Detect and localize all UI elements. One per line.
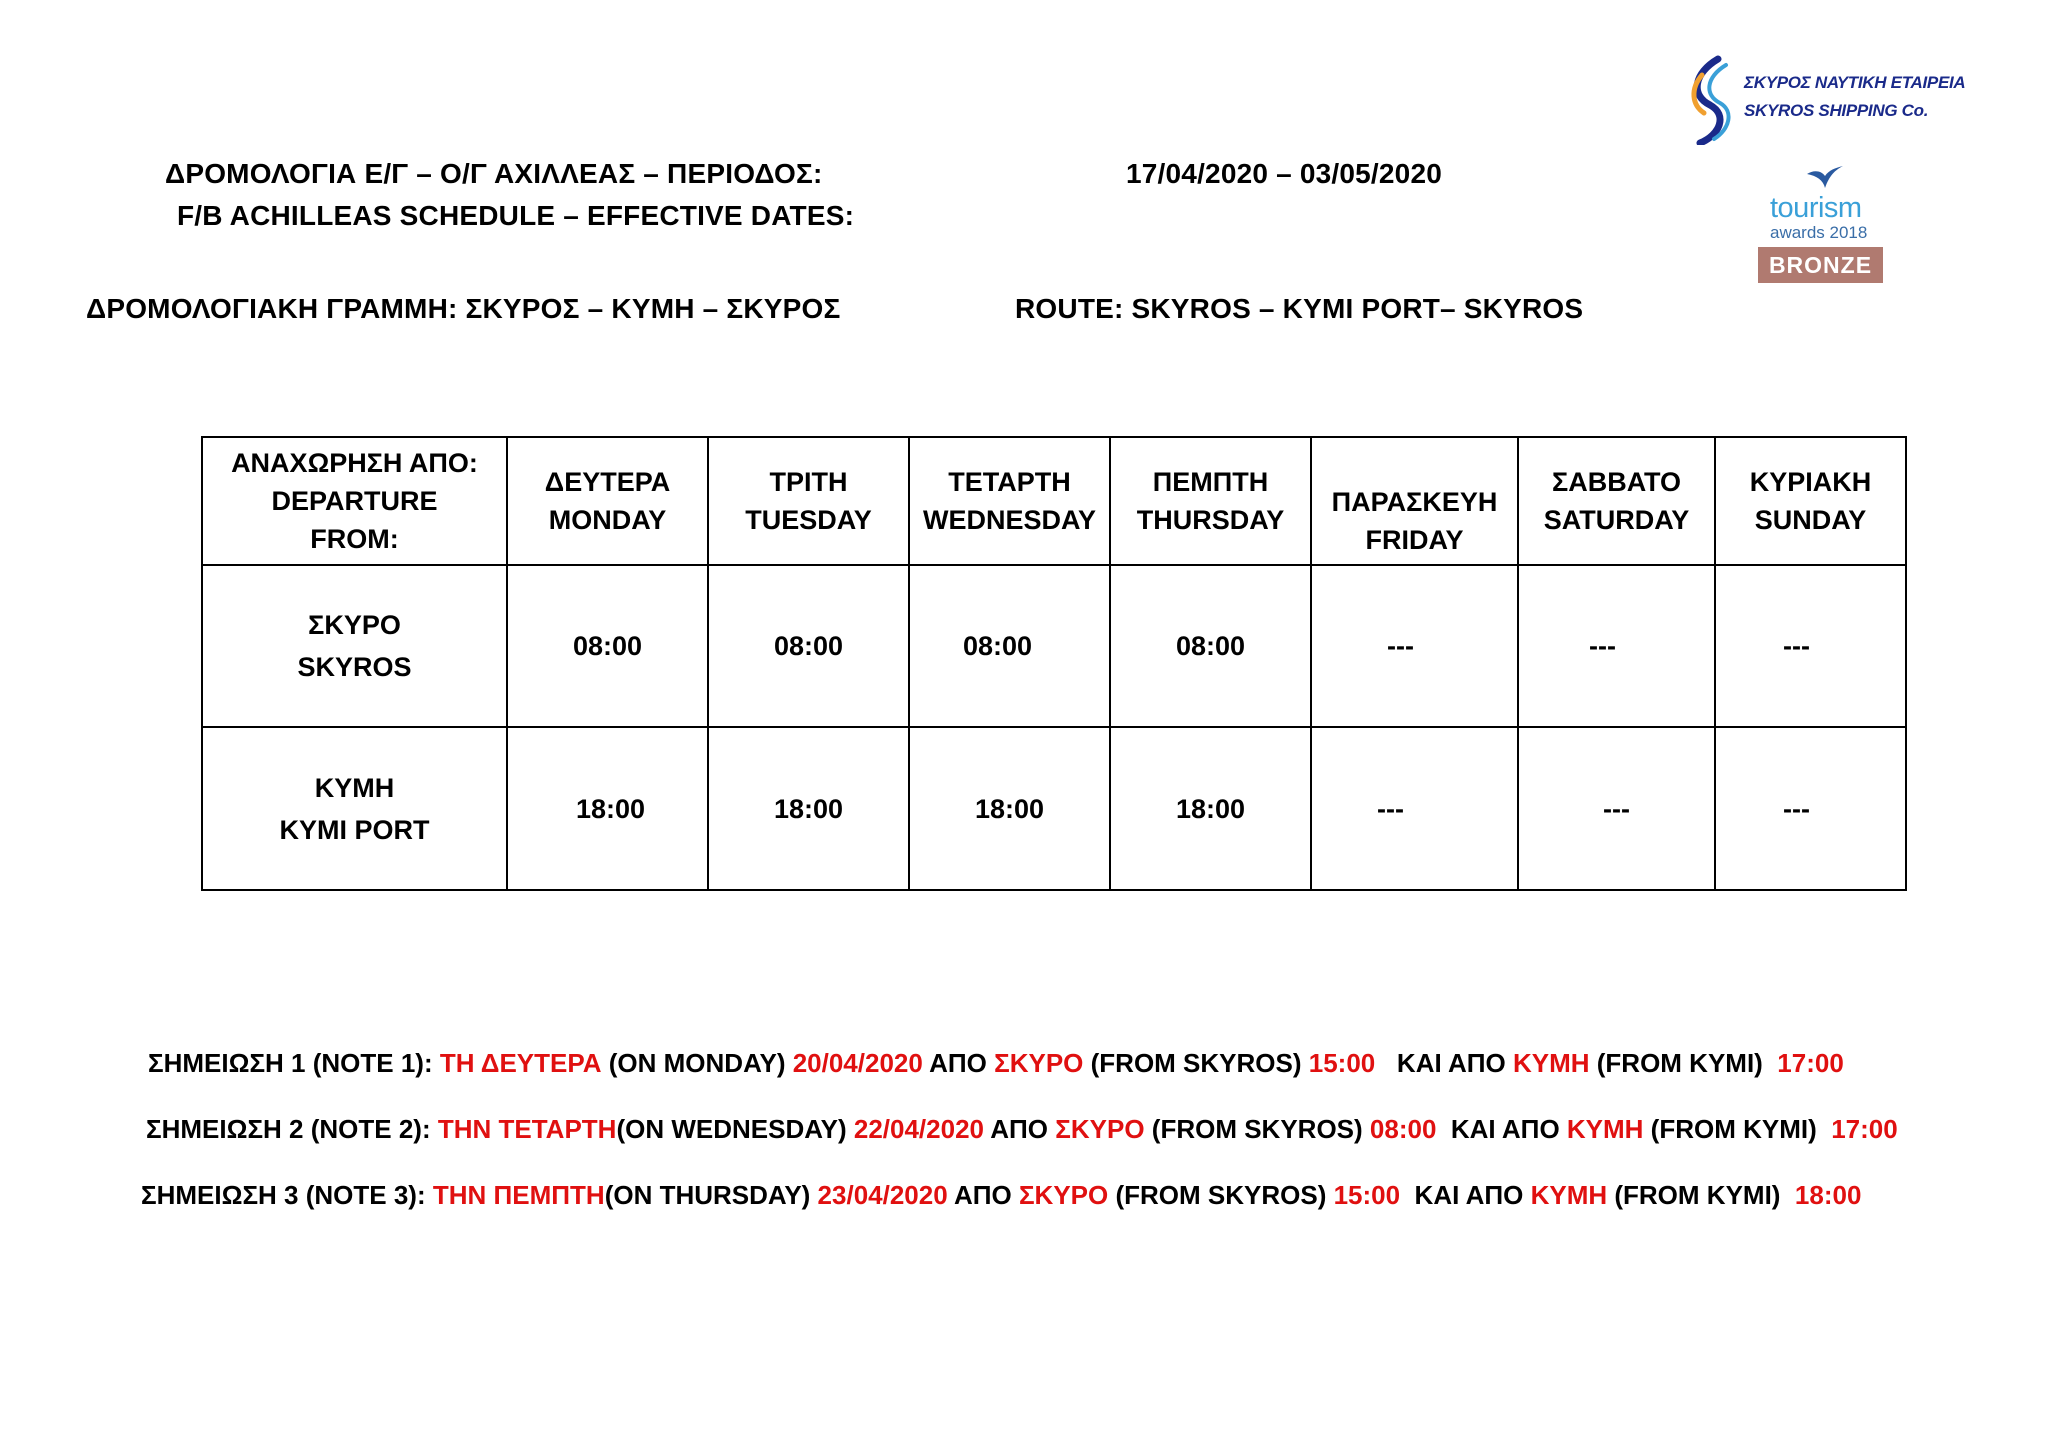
note-1 bbox=[148, 1048, 1844, 1079]
time-cell: 08:00 bbox=[708, 565, 909, 727]
logo-text-english: SKYROS SHIPPING Co. bbox=[1744, 101, 1929, 120]
port-english: SKYROS bbox=[297, 652, 412, 682]
day-english: MONDAY bbox=[548, 505, 667, 535]
note-time-1: 15:00 bbox=[1308, 1048, 1376, 1078]
corner-line-2: DEPARTURE bbox=[271, 486, 438, 516]
time-cell: --- bbox=[1715, 565, 1906, 727]
day-greek: ΤΡΙΤΗ bbox=[769, 467, 848, 497]
day-english: THURSDAY bbox=[1136, 505, 1285, 535]
note-from-greek: ΣΚΥΡΟ bbox=[1055, 1114, 1145, 1144]
tourism-award-badge bbox=[1755, 160, 1885, 285]
port-greek: ΚΥΜΗ bbox=[314, 772, 395, 803]
day-greek: ΔΕΥΤΕΡΑ bbox=[544, 467, 671, 497]
note-time-1: 08:00 bbox=[1369, 1114, 1437, 1144]
note-time-2: 17:00 bbox=[1777, 1048, 1844, 1078]
day-header-sunday bbox=[1715, 437, 1906, 565]
day-header-wednesday bbox=[909, 437, 1110, 565]
note-day-english: (ON MONDAY) bbox=[601, 1048, 793, 1078]
note-apo: ΑΠΟ bbox=[922, 1048, 995, 1078]
note-kai: ΚΑΙ ΑΠΟ bbox=[1375, 1048, 1513, 1078]
note-time-2: 17:00 bbox=[1831, 1114, 1898, 1144]
schedule-table bbox=[201, 436, 1907, 891]
note-label: ΣΗΜΕΙΩΣΗ 2 (NOTE 2): bbox=[146, 1114, 438, 1144]
note-label: ΣΗΜΕΙΩΣΗ 3 (NOTE 3): bbox=[141, 1180, 433, 1210]
time-cell: 18:00 bbox=[507, 727, 708, 890]
note-apo: ΑΠΟ bbox=[984, 1114, 1056, 1144]
time-cell: 08:00 bbox=[507, 565, 708, 727]
time-cell: --- bbox=[1715, 727, 1906, 890]
note-from-english: (FROM SKYROS) bbox=[1144, 1114, 1370, 1144]
day-greek: ΠΕΜΠΤΗ bbox=[1152, 467, 1269, 497]
note-kymi-greek: ΚΥΜΗ bbox=[1566, 1114, 1644, 1144]
day-english: SUNDAY bbox=[1754, 505, 1867, 535]
day-english: SATURDAY bbox=[1543, 505, 1690, 535]
note-time-2: 18:00 bbox=[1794, 1180, 1862, 1210]
note-day-english: (ON WEDNESDAY) bbox=[616, 1114, 854, 1144]
time-cell: 08:00 bbox=[909, 565, 1110, 727]
day-greek: ΣΑΒΒΑΤΟ bbox=[1552, 467, 1681, 497]
port-greek: ΣΚΥΡΟ bbox=[308, 610, 401, 640]
table-row-kymi bbox=[202, 727, 1906, 890]
logo-text-greek: ΣΚΥΡΟΣ ΝΑΥΤΙΚΗ ΕΤΑΙΡΕΙΑ bbox=[1744, 73, 1966, 92]
time-cell: 18:00 bbox=[708, 727, 909, 890]
corner-header bbox=[202, 437, 507, 565]
time-cell: 18:00 bbox=[1110, 727, 1311, 890]
note-kai: ΚΑΙ ΑΠΟ bbox=[1436, 1114, 1567, 1144]
swirl-logo-icon bbox=[1680, 55, 1740, 145]
time-cell: --- bbox=[1518, 565, 1715, 727]
note-date: 22/04/2020 bbox=[853, 1114, 984, 1144]
port-english: KYMI PORT bbox=[279, 814, 430, 845]
award-level: BRONZE bbox=[1758, 247, 1883, 283]
note-date: 20/04/2020 bbox=[792, 1048, 923, 1078]
day-greek: ΤΕΤΑΡΤΗ bbox=[948, 467, 1071, 497]
day-english: FRIDAY bbox=[1365, 525, 1464, 555]
note-3 bbox=[141, 1180, 1861, 1211]
corner-line-1: ΑΝΑΧΩΡΗΣΗ ΑΠΟ: bbox=[231, 448, 478, 478]
note-kymi-greek: ΚΥΜΗ bbox=[1512, 1048, 1590, 1078]
port-cell-skyros bbox=[202, 565, 507, 727]
day-greek: ΚΥΡΙΑΚΗ bbox=[1749, 467, 1872, 497]
note-from-english: (FROM SKYROS) bbox=[1083, 1048, 1309, 1078]
day-header-tuesday bbox=[708, 437, 909, 565]
day-english: WEDNESDAY bbox=[922, 505, 1097, 535]
time-cell: 08:00 bbox=[1110, 565, 1311, 727]
note-from-greek: ΣΚΥΡΟ bbox=[994, 1048, 1084, 1078]
note-label: ΣΗΜΕΙΩΣΗ 1 (NOTE 1): bbox=[148, 1048, 440, 1078]
award-subtitle: awards 2018 bbox=[1770, 223, 1868, 242]
day-header-monday bbox=[507, 437, 708, 565]
note-day-greek: ΤΗΝ ΤΕΤΑΡΤΗ bbox=[437, 1114, 617, 1144]
skyros-shipping-logo bbox=[1680, 55, 1966, 145]
route-greek: ΔΡΟΜΟΛΟΓΙΑΚΗ ΓΡΑΜΜΗ: ΣΚΥΡΟΣ – ΚΥΜΗ – ΣΚΥΡΟΣ bbox=[86, 293, 841, 324]
award-tourism-word: tourism bbox=[1770, 192, 1862, 224]
table-header-row bbox=[202, 437, 1906, 565]
corner-line-3: FROM: bbox=[310, 524, 399, 554]
effective-dates: 17/04/2020 – 03/05/2020 bbox=[1126, 158, 1443, 189]
time-cell: --- bbox=[1518, 727, 1715, 890]
note-kymi-english: (FROM KYMI) bbox=[1643, 1114, 1832, 1144]
day-greek: ΠΑΡΑΣΚΕΥΗ bbox=[1331, 487, 1498, 517]
day-header-saturday bbox=[1518, 437, 1715, 565]
note-apo: ΑΠΟ bbox=[947, 1180, 1019, 1210]
note-day-greek: ΤΗΝ ΠΕΜΠΤΗ bbox=[432, 1180, 605, 1210]
note-date: 23/04/2020 bbox=[817, 1180, 948, 1210]
note-time-1: 15:00 bbox=[1333, 1180, 1401, 1210]
note-kymi-english: (FROM KYMI) bbox=[1589, 1048, 1778, 1078]
day-header-friday bbox=[1311, 437, 1518, 565]
time-cell: --- bbox=[1311, 565, 1518, 727]
note-2 bbox=[146, 1114, 1898, 1145]
table-row-skyros bbox=[202, 565, 1906, 727]
day-english: TUESDAY bbox=[745, 505, 872, 535]
title-english: F/B ACHILLEAS SCHEDULE – EFFECTIVE DATES: bbox=[177, 200, 855, 231]
note-from-english: (FROM SKYROS) bbox=[1108, 1180, 1334, 1210]
note-day-english: (ON THURSDAY) bbox=[604, 1180, 818, 1210]
note-kai: ΚΑΙ ΑΠΟ bbox=[1400, 1180, 1531, 1210]
route-english: ROUTE: SKYROS – KYMI PORT– SKYROS bbox=[1015, 293, 1584, 324]
time-cell: 18:00 bbox=[909, 727, 1110, 890]
note-from-greek: ΣΚΥΡΟ bbox=[1018, 1180, 1109, 1210]
day-header-thursday bbox=[1110, 437, 1311, 565]
note-kymi-greek: ΚΥΜΗ bbox=[1530, 1180, 1608, 1210]
note-day-greek: ΤΗ ΔΕΥΤΕΡΑ bbox=[439, 1048, 602, 1078]
title-greek: ΔΡΟΜΟΛΟΓΙΑ Ε/Γ – Ο/Γ ΑΧΙΛΛΕΑΣ – ΠΕΡΙΟΔΟΣ: bbox=[165, 158, 823, 189]
note-kymi-english: (FROM KYMI) bbox=[1607, 1180, 1795, 1210]
port-cell-kymi bbox=[202, 727, 507, 890]
time-cell: --- bbox=[1311, 727, 1518, 890]
swallow-bird-icon bbox=[1805, 160, 1845, 194]
